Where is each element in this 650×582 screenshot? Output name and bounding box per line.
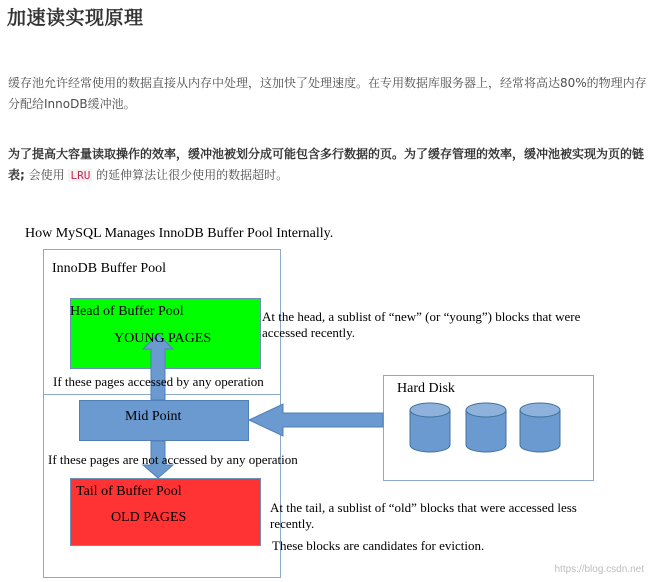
pages-paragraph-before-code: 会使用 bbox=[24, 168, 69, 182]
old-pages-label: OLD PAGES bbox=[111, 510, 187, 525]
pages-paragraph-after-code: 的延伸算法让很少使用的数据超时。 bbox=[92, 168, 289, 182]
disk-cylinder-2 bbox=[466, 403, 506, 452]
accessed-caption: If these pages accessed by any operation bbox=[53, 374, 264, 389]
diagram-title: How MySQL Manages InnoDB Buffer Pool Internally. bbox=[25, 226, 334, 241]
intro-paragraph: 缓存池允许经常使用的数据直接从内存中处理，这加快了处理速度。在专用数据库服务器上，经常将高达80%的物理内存分配给InnoDB缓冲池。 bbox=[8, 76, 647, 111]
mid-point-label: Mid Point bbox=[125, 409, 182, 424]
not-accessed-caption: If these pages are not accessed by any operation bbox=[48, 452, 298, 467]
buffer-pool-title: InnoDB Buffer Pool bbox=[52, 261, 167, 276]
disk-cylinder-1 bbox=[410, 403, 450, 452]
head-note: At the head, a sublist of “new” (or “young”) blocks that were accessed recently. bbox=[262, 309, 581, 340]
hard-disk-title: Hard Disk bbox=[397, 381, 455, 396]
young-pages-label: YOUNG PAGES bbox=[114, 331, 212, 346]
lru-code: LRU bbox=[70, 169, 91, 182]
article-heading: 加速读实现原理 bbox=[7, 7, 144, 29]
disk-cylinder-3 bbox=[520, 403, 560, 452]
eviction-note: These blocks are candidates for eviction. bbox=[272, 538, 485, 553]
old-head-label: Tail of Buffer Pool bbox=[76, 484, 182, 499]
disk-to-midpoint-arrow bbox=[249, 404, 383, 436]
young-head-label: Head of Buffer Pool bbox=[70, 304, 184, 319]
pages-paragraph-bold: 为了提高大容量读取操作的效率，缓冲池被划分成可能包含多行数据的页。为了缓存管理的效率，缓冲池被实现为页的链表; bbox=[8, 147, 645, 182]
watermark: https://blog.csdn.net bbox=[554, 564, 644, 575]
tail-note: At the tail, a sublist of “old” blocks that were accessed less recently. bbox=[270, 500, 577, 531]
